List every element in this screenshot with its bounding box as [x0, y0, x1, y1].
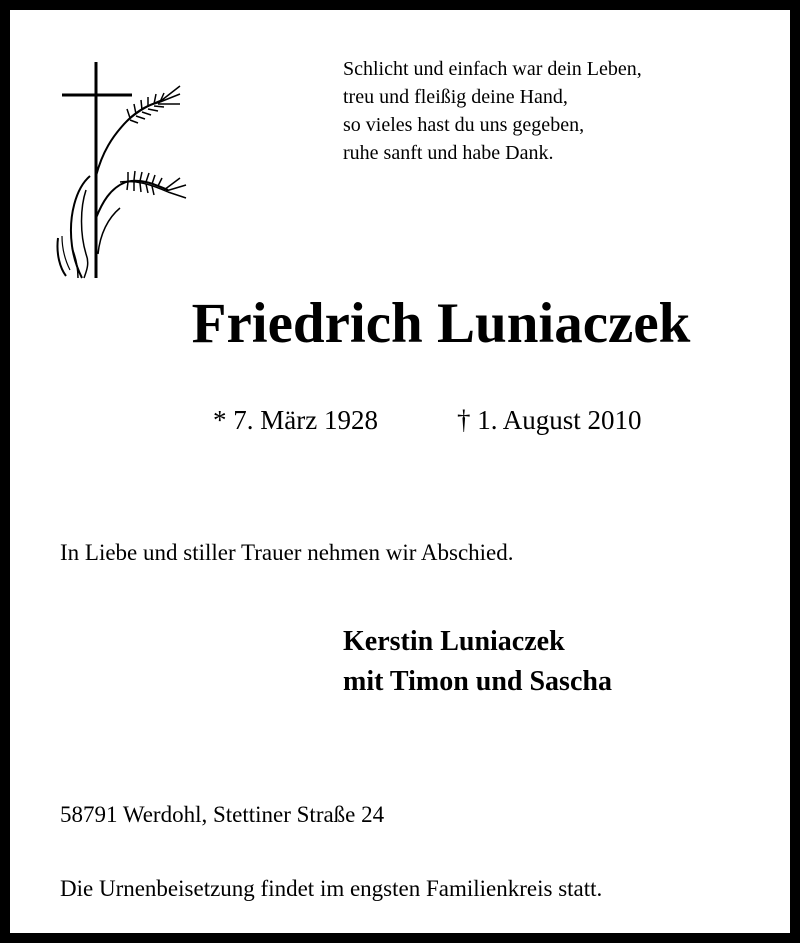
mourner-line: Kerstin Luniaczek [343, 626, 565, 657]
address: 58791 Werdohl, Stettiner Straße 24 [60, 802, 385, 827]
birth-date: * 7. März 1928 [213, 405, 378, 435]
poem-line: ruhe sanft und habe Dank. [343, 142, 554, 164]
burial-notice: Die Urnenbeisetzung findet im engsten Familienkreis statt. [60, 876, 603, 901]
mourner-line: mit Timon und Sascha [343, 666, 612, 697]
deceased-name: Friedrich Luniaczek [191, 292, 691, 355]
poem-line: treu und fleißig deine Hand, [343, 86, 568, 108]
farewell-text: In Liebe und stiller Trauer nehmen wir Abschied. [60, 540, 514, 565]
poem-line: so vieles hast du uns gegeben, [343, 114, 585, 136]
mourners [343, 622, 612, 702]
cross-with-wheat-icon [50, 58, 190, 283]
poem-line: Schlicht und einfach war dein Leben, [343, 58, 642, 80]
poem [343, 55, 642, 167]
death-date: † 1. August 2010 [457, 405, 642, 435]
